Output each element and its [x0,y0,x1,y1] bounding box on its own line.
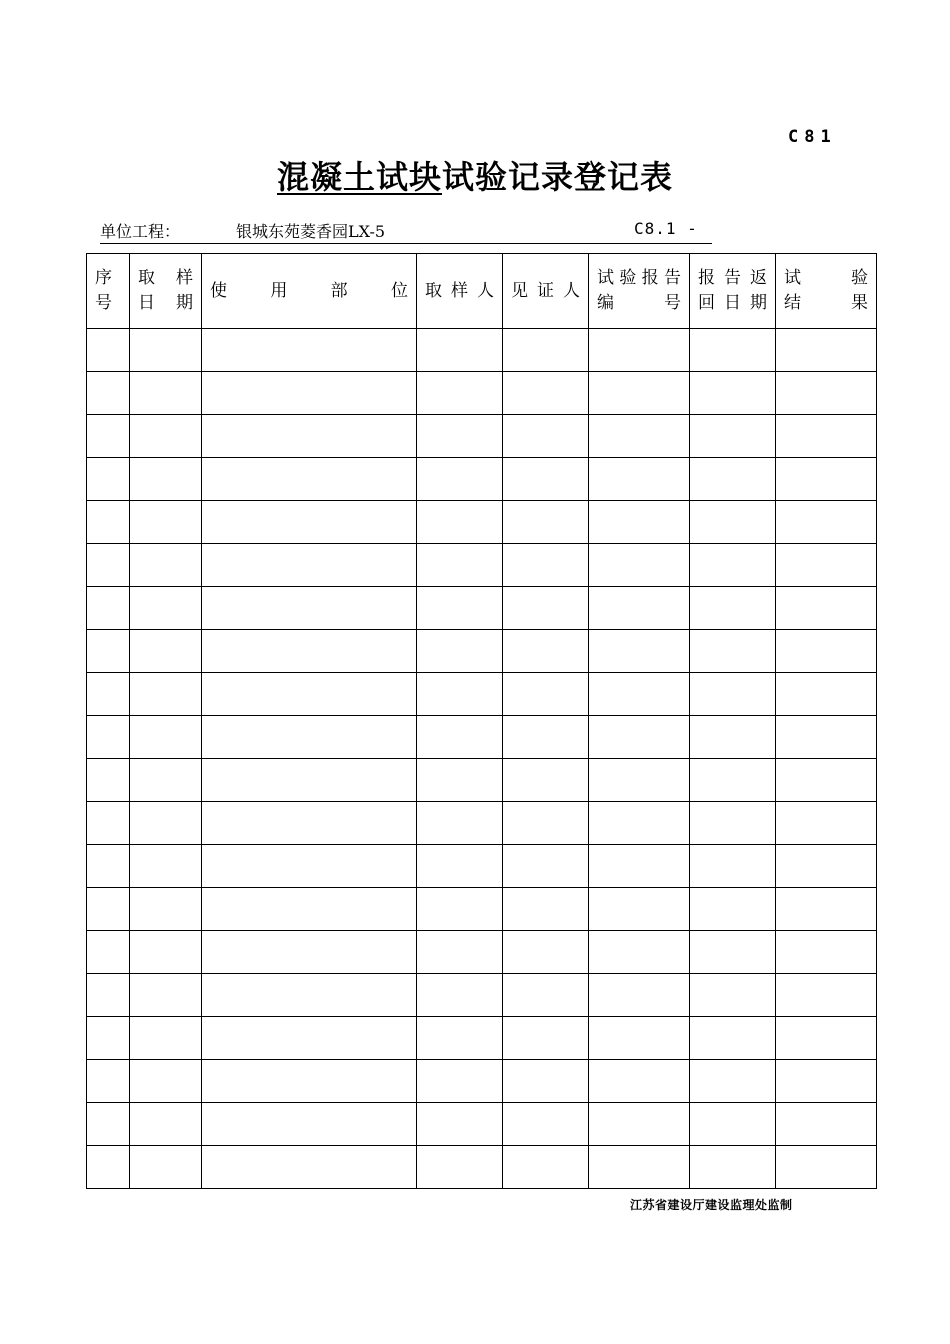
table-cell[interactable] [776,415,877,458]
table-cell[interactable] [87,1146,130,1189]
footer-issuer: 江苏省建设厅建设监理处监制 [630,1198,793,1212]
unit-project-line [100,219,712,244]
table-cell[interactable] [417,372,503,415]
table-cell[interactable] [776,372,877,415]
table-cell[interactable] [776,802,877,845]
table-cell[interactable] [417,1146,503,1189]
table-cell[interactable] [130,974,202,1017]
column-header [589,254,690,329]
table-cell[interactable] [130,587,202,630]
table-cell[interactable] [776,1017,877,1060]
table-cell[interactable] [417,1103,503,1146]
column-header-text: 回 日 期 [698,293,767,313]
table-header-row [87,254,877,329]
table-cell[interactable] [776,458,877,501]
table-cell[interactable] [589,587,690,630]
table-cell[interactable] [690,845,776,888]
table-cell[interactable] [417,931,503,974]
page-title [0,152,950,198]
table-cell[interactable] [417,716,503,759]
table-cell[interactable] [503,931,589,974]
column-header [202,254,417,329]
table-cell[interactable] [503,329,589,372]
column-header-text: 号 [95,293,112,313]
title-underlined: 混凝土试块 [276,158,442,196]
table-row [87,1017,877,1060]
table-cell[interactable] [589,974,690,1017]
table-cell[interactable] [130,888,202,931]
table-cell[interactable] [589,372,690,415]
table-cell[interactable] [87,544,130,587]
table-cell[interactable] [87,1017,130,1060]
table-row [87,759,877,802]
table-cell[interactable] [690,759,776,802]
table-cell[interactable] [87,587,130,630]
table-cell[interactable] [202,630,417,673]
table-cell[interactable] [776,630,877,673]
table-cell[interactable] [202,673,417,716]
table-row [87,458,877,501]
table-cell[interactable] [417,1060,503,1103]
form-code: C81 [788,127,837,147]
table-cell[interactable] [503,501,589,544]
table-cell[interactable] [87,974,130,1017]
table-row [87,372,877,415]
table-row [87,329,877,372]
table-cell[interactable] [87,716,130,759]
table-cell[interactable] [417,802,503,845]
table-cell[interactable] [202,1060,417,1103]
column-header-text: 序 [95,268,112,288]
table-cell[interactable] [202,415,417,458]
table-cell[interactable] [202,888,417,931]
column-header [776,254,877,329]
table-cell[interactable] [202,974,417,1017]
table-row [87,888,877,931]
table-row [87,415,877,458]
table-cell[interactable] [776,888,877,931]
column-header [417,254,503,329]
table-cell[interactable] [87,329,130,372]
table-cell[interactable] [503,372,589,415]
column-header-text: 结 果 [784,293,868,313]
column-header-text: 取 样 人 [425,280,494,301]
table-cell[interactable] [690,372,776,415]
table-cell[interactable] [503,1017,589,1060]
table-cell[interactable] [503,1146,589,1189]
table-cell[interactable] [589,329,690,372]
table-row [87,1103,877,1146]
table-cell[interactable] [776,587,877,630]
table-cell[interactable] [130,845,202,888]
table-cell[interactable] [417,845,503,888]
table-cell[interactable] [130,458,202,501]
table-cell[interactable] [202,1146,417,1189]
table-cell[interactable] [589,1146,690,1189]
table-cell[interactable] [503,974,589,1017]
table-cell[interactable] [503,630,589,673]
column-header [690,254,776,329]
table-cell[interactable] [776,501,877,544]
table-cell[interactable] [503,759,589,802]
table-cell[interactable] [690,888,776,931]
table-cell[interactable] [589,1103,690,1146]
table-cell[interactable] [202,587,417,630]
table-row [87,544,877,587]
table-cell[interactable] [130,931,202,974]
table-cell[interactable] [87,845,130,888]
table-cell[interactable] [87,1103,130,1146]
column-header-text: 试 验 报 告 [597,268,681,288]
table-cell[interactable] [130,1060,202,1103]
table-cell[interactable] [690,415,776,458]
table-cell[interactable] [87,888,130,931]
table-cell[interactable] [589,673,690,716]
table-cell[interactable] [776,544,877,587]
table-cell[interactable] [503,802,589,845]
table-cell[interactable] [202,716,417,759]
table-cell[interactable] [776,931,877,974]
column-header-text: 报 告 返 [698,268,767,288]
table-row [87,587,877,630]
table-cell[interactable] [503,888,589,931]
table-cell[interactable] [87,802,130,845]
title-rest: 试验记录登记表 [442,158,674,196]
table-cell[interactable] [130,1146,202,1189]
table-cell[interactable] [87,415,130,458]
table-cell[interactable] [776,329,877,372]
unit-project-code: C8.1 - [634,219,698,238]
column-header-text: 使 用 部 位 [210,280,408,301]
table-row [87,802,877,845]
table-cell[interactable] [690,1017,776,1060]
table-cell[interactable] [87,458,130,501]
table-cell[interactable] [503,415,589,458]
table-cell[interactable] [690,501,776,544]
table-cell[interactable] [690,587,776,630]
table-cell[interactable] [130,1017,202,1060]
table-cell[interactable] [776,716,877,759]
column-header-text: 取 样 [138,268,193,288]
table-cell[interactable] [503,716,589,759]
unit-project-label: 单位工程： [100,222,181,241]
column-header-text: 日 期 [138,293,193,313]
table-cell[interactable] [589,630,690,673]
table-cell[interactable] [503,845,589,888]
table-row [87,1060,877,1103]
table-cell[interactable] [417,888,503,931]
table-cell[interactable] [130,329,202,372]
table-cell[interactable] [776,974,877,1017]
column-header [87,254,130,329]
table-cell[interactable] [130,673,202,716]
table-cell[interactable] [202,458,417,501]
table-cell[interactable] [589,931,690,974]
table-cell[interactable] [417,501,503,544]
table-cell[interactable] [690,716,776,759]
table-cell[interactable] [690,329,776,372]
table-row [87,501,877,544]
table-cell[interactable] [130,630,202,673]
table-cell[interactable] [589,544,690,587]
table-cell[interactable] [417,587,503,630]
table-cell[interactable] [589,802,690,845]
table-cell[interactable] [202,845,417,888]
table-cell[interactable] [690,544,776,587]
table-cell[interactable] [202,931,417,974]
table-cell[interactable] [130,415,202,458]
table-cell[interactable] [130,802,202,845]
table-cell[interactable] [87,630,130,673]
record-table [86,253,877,1189]
table-cell[interactable] [690,1103,776,1146]
table-cell[interactable] [589,759,690,802]
table-cell[interactable] [776,1103,877,1146]
table-row [87,974,877,1017]
table-cell[interactable] [503,458,589,501]
table-row [87,1146,877,1189]
column-header-text: 见 证 人 [511,280,580,301]
table-row [87,716,877,759]
table-cell[interactable] [87,501,130,544]
table-cell[interactable] [202,372,417,415]
table-cell[interactable] [417,974,503,1017]
table-cell[interactable] [776,673,877,716]
table-row [87,931,877,974]
table-cell[interactable] [417,329,503,372]
table-cell[interactable] [589,415,690,458]
table-cell[interactable] [690,630,776,673]
table-cell[interactable] [417,415,503,458]
table-cell[interactable] [503,1060,589,1103]
table-cell[interactable] [417,1017,503,1060]
table-cell[interactable] [503,587,589,630]
table-cell[interactable] [589,716,690,759]
table-cell[interactable] [417,630,503,673]
table-cell[interactable] [202,501,417,544]
table-cell[interactable] [202,759,417,802]
column-header-text: 试 验 [784,268,868,288]
table-cell[interactable] [417,673,503,716]
table-cell[interactable] [589,888,690,931]
table-cell[interactable] [130,1103,202,1146]
table-cell[interactable] [690,802,776,845]
table-cell[interactable] [503,673,589,716]
table-cell[interactable] [202,329,417,372]
table-cell[interactable] [690,458,776,501]
table-cell[interactable] [589,1017,690,1060]
table-cell[interactable] [87,673,130,716]
table-cell[interactable] [690,673,776,716]
table-row [87,845,877,888]
table-cell[interactable] [503,544,589,587]
table-cell[interactable] [130,759,202,802]
table-cell[interactable] [589,501,690,544]
table-cell[interactable] [130,716,202,759]
table-body [87,329,877,1189]
table-cell[interactable] [503,1103,589,1146]
table-cell[interactable] [87,759,130,802]
table-cell[interactable] [417,458,503,501]
table-cell[interactable] [130,501,202,544]
table-cell[interactable] [417,759,503,802]
table-cell[interactable] [202,544,417,587]
table-cell[interactable] [589,1060,690,1103]
table-row [87,673,877,716]
table-cell[interactable] [417,544,503,587]
unit-project-name: 银城东苑菱香园LX-5 [236,222,386,241]
table-cell[interactable] [130,372,202,415]
table-cell[interactable] [87,372,130,415]
table-cell[interactable] [776,1060,877,1103]
table-row [87,630,877,673]
table-cell[interactable] [690,1060,776,1103]
table-cell[interactable] [202,1103,417,1146]
table-cell[interactable] [87,931,130,974]
column-header-text: 编 号 [597,293,681,313]
table-cell[interactable] [690,974,776,1017]
column-header [503,254,589,329]
table-cell[interactable] [130,544,202,587]
table-cell[interactable] [202,1017,417,1060]
table-cell[interactable] [776,759,877,802]
table-cell[interactable] [690,1146,776,1189]
table-cell[interactable] [776,845,877,888]
column-header [130,254,202,329]
table-cell[interactable] [776,1146,877,1189]
table-cell[interactable] [690,931,776,974]
table-cell[interactable] [87,1060,130,1103]
table-cell[interactable] [202,802,417,845]
table-cell[interactable] [589,845,690,888]
table-cell[interactable] [589,458,690,501]
